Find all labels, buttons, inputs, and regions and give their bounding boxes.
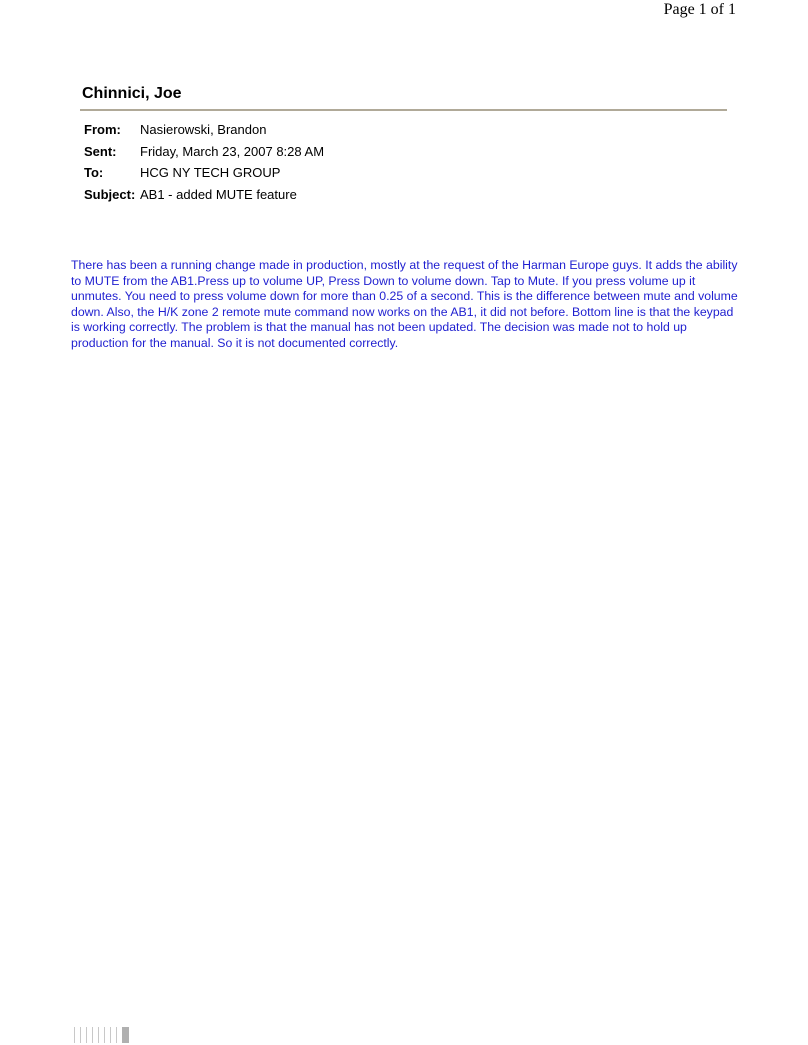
email-body: There has been a running change made in production, mostly at the request of the Harman Europe guys. It adds the ability to MUTE from the AB1.Press up to volume UP, Press Down to volume down. Tap to Mute. If you press volume up it unmutes. You need to press volume down for more than 0.25 of a second. This is the difference between mute and volume down. Also, the H/K zone 2 remote mute command now works on the AB1, it did not before. Bottom line is that the keypad is working correctly. The problem is that the manual has not been updated. The decision was made not to hold up production for the manual. So it is not documented correctly. bbox=[71, 258, 738, 350]
header-to-value: HCG NY TECH GROUP bbox=[140, 165, 281, 180]
mailbox-owner-name: Chinnici, Joe bbox=[82, 85, 182, 102]
barcode-bar bbox=[122, 1027, 129, 1043]
barcode-bar bbox=[86, 1027, 87, 1043]
header-from-label: From: bbox=[84, 122, 121, 137]
barcode-bar bbox=[110, 1027, 111, 1043]
barcode-bar bbox=[74, 1027, 75, 1043]
header-divider bbox=[80, 109, 727, 111]
header-subject-label: Subject: bbox=[84, 186, 136, 202]
barcode-bar bbox=[80, 1027, 81, 1043]
header-from bbox=[84, 119, 324, 141]
header-sent-value: Friday, March 23, 2007 8:28 AM bbox=[140, 143, 325, 159]
barcode-bar bbox=[92, 1027, 93, 1043]
header-to bbox=[84, 162, 324, 184]
email-headers bbox=[84, 119, 324, 205]
header-subject bbox=[84, 184, 324, 206]
barcode-bar bbox=[116, 1027, 117, 1043]
header-sent bbox=[84, 141, 324, 163]
header-sent-label: Sent: bbox=[84, 143, 117, 159]
header-subject-value: AB1 - added MUTE feature bbox=[140, 186, 297, 202]
page-number: Page 1 of 1 bbox=[663, 1, 736, 18]
header-from-value: Nasierowski, Brandon bbox=[140, 122, 267, 137]
barcode-mark bbox=[74, 1027, 129, 1043]
barcode-bar bbox=[104, 1027, 105, 1043]
header-to-label: To: bbox=[84, 165, 104, 180]
barcode-bar bbox=[98, 1027, 99, 1043]
